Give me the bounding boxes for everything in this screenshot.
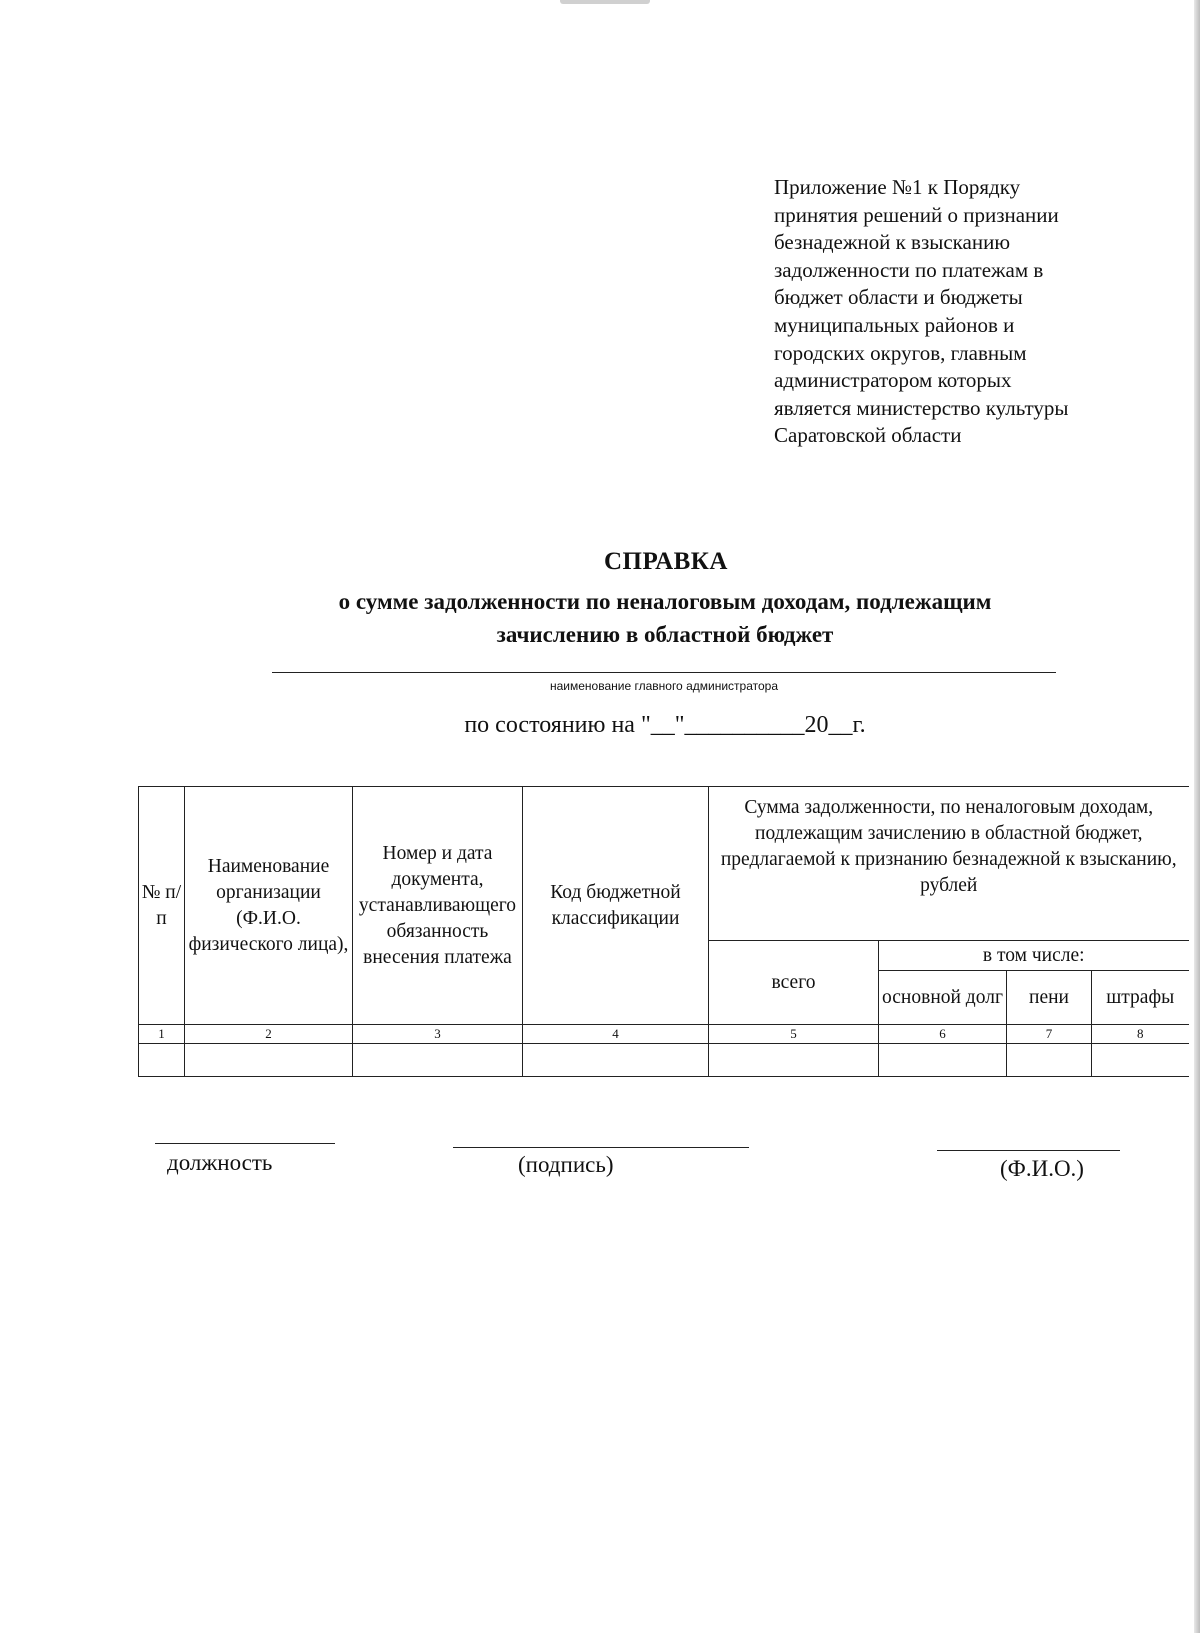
column-number: 4	[523, 1025, 709, 1044]
table-row	[139, 1044, 1189, 1077]
name-signature-line	[937, 1150, 1120, 1151]
administrator-name-line	[272, 672, 1056, 673]
signature-label: (подпись)	[518, 1152, 614, 1177]
empty-cell	[1007, 1044, 1092, 1077]
header-debt-amount: Сумма задолженности, по неналоговым доходам, подлежащим зачислению в областной бюджет, предлагаемой к признанию безнадежной к взысканию, рублей	[709, 787, 1189, 941]
header-principal: основной долг	[879, 971, 1007, 1025]
header-including: в том числе:	[879, 941, 1189, 971]
header-penalties: пени	[1007, 971, 1092, 1025]
header-total: всего	[709, 941, 879, 1025]
column-number: 1	[139, 1025, 185, 1044]
appendix-line: принятия решений о признании	[774, 202, 1059, 227]
subtitle-line: о сумме задолженности по неналоговым доходам, подлежащим	[338, 589, 992, 614]
empty-cell	[523, 1044, 709, 1077]
document-title: СПРАВКА	[604, 548, 728, 575]
header-organization: Наименование организации (Ф.И.О. физического лица),	[185, 787, 353, 1025]
name-label: (Ф.И.О.)	[1000, 1156, 1084, 1181]
appendix-line: городских округов, главным	[774, 340, 1027, 365]
appendix-line: администратором которых	[774, 368, 1012, 393]
empty-cell	[879, 1044, 1007, 1077]
appendix-line: задолженности по платежам в	[774, 257, 1044, 282]
column-number: 3	[353, 1025, 523, 1044]
debt-table	[138, 786, 1189, 1077]
subtitle-line: зачислению в областной бюджет	[496, 622, 834, 647]
column-number: 8	[1092, 1025, 1189, 1044]
appendix-line: является министерство культуры	[774, 395, 1069, 420]
column-number: 7	[1007, 1025, 1092, 1044]
appendix-line: муниципальных районов и	[774, 312, 1015, 337]
signature-line	[453, 1147, 749, 1148]
appendix-line: безнадежной к взысканию	[774, 230, 1011, 255]
empty-cell	[353, 1044, 523, 1077]
column-number: 5	[709, 1025, 879, 1044]
column-number: 2	[185, 1025, 353, 1044]
empty-cell	[139, 1044, 185, 1077]
position-signature-line	[155, 1143, 335, 1144]
appendix-reference	[774, 174, 1132, 450]
empty-cell	[1092, 1044, 1189, 1077]
as-of-date: по состоянию на "__"__________20__г.	[464, 712, 866, 738]
empty-cell	[185, 1044, 353, 1077]
appendix-line: бюджет области и бюджеты	[774, 285, 1023, 310]
header-fines: штрафы	[1092, 971, 1189, 1025]
document-subtitle	[230, 585, 1100, 651]
header-document: Номер и дата документа, устанавливающего обязанность внесения платежа	[353, 787, 523, 1025]
appendix-line: Саратовской области	[774, 423, 962, 448]
position-label: должность	[167, 1150, 273, 1175]
scan-edge-right	[1194, 0, 1200, 1633]
header-number: № п/п	[139, 787, 185, 1025]
appendix-line: Приложение №1 к Порядку	[774, 175, 1021, 199]
empty-cell	[709, 1044, 879, 1077]
scan-edge-top	[560, 0, 650, 4]
column-number: 6	[879, 1025, 1007, 1044]
administrator-caption: наименование главного администратора	[550, 679, 778, 693]
header-budget-code: Код бюджетной классификации	[523, 787, 709, 1025]
